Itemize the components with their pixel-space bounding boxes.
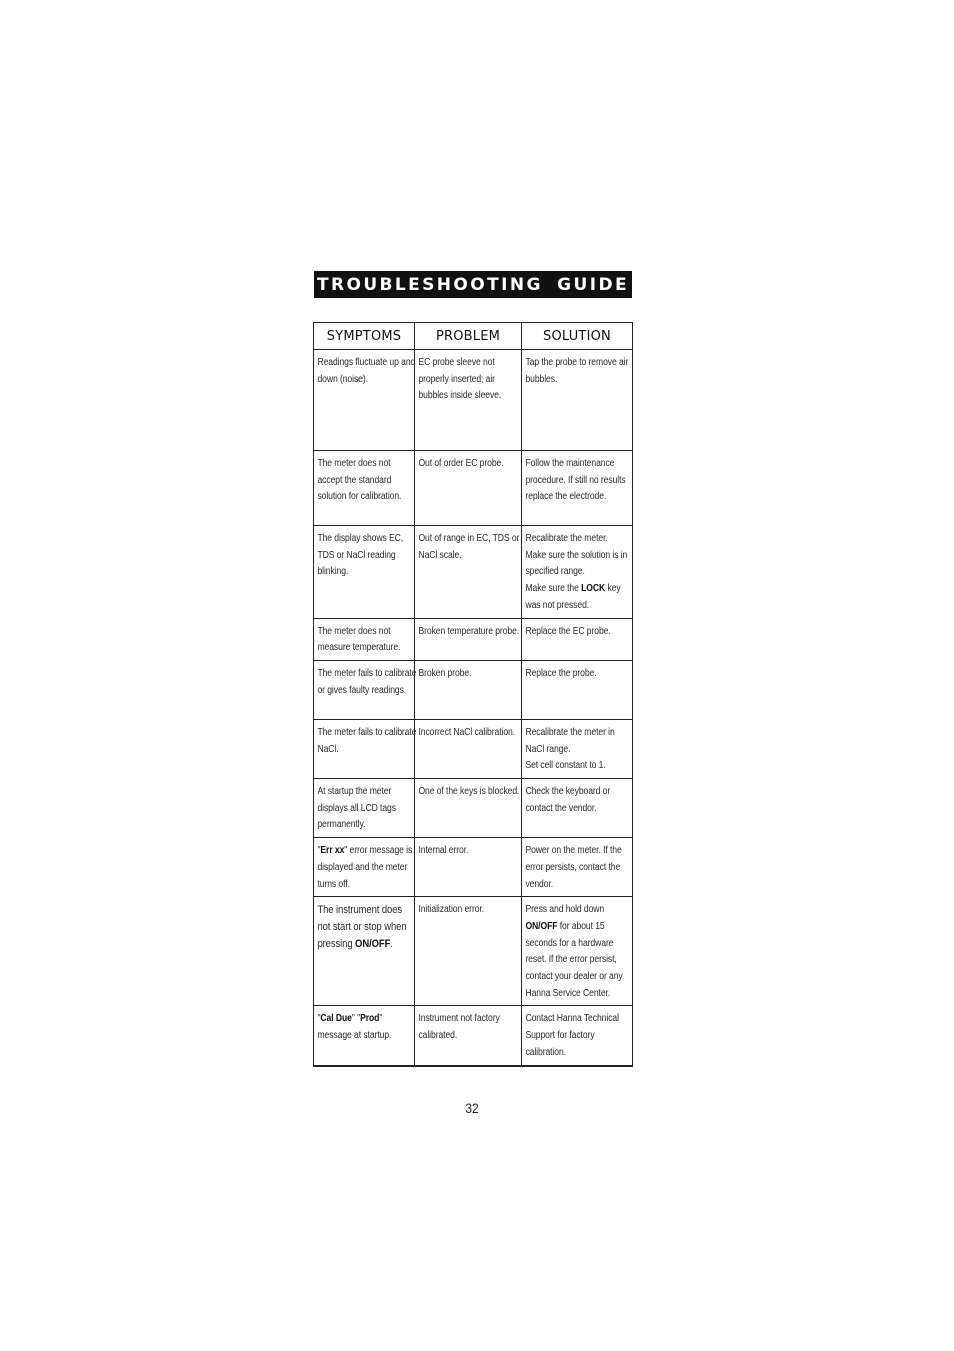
symptom-text: At startup the meter displays all LCD tags permanently. (317, 786, 396, 831)
page-title: TROUBLESHOOTING GUIDE (317, 274, 629, 295)
error-code-label: Err xx (320, 845, 345, 857)
symptom-fragment: " " (351, 1013, 361, 1025)
solution-text: Replace the EC probe. (525, 625, 611, 637)
problem-cell (415, 350, 522, 451)
column-header-symptoms: SYMPTOMS (314, 323, 415, 350)
prod-label: Prod (360, 1013, 380, 1025)
solution-fragment: Press and hold down (525, 904, 605, 916)
problem-cell (415, 1006, 522, 1066)
solution-text (522, 897, 639, 1005)
page-number: 32 (465, 1100, 479, 1116)
table-row (314, 897, 633, 1006)
symptom-fragment: . (390, 937, 393, 950)
symptom-cell (314, 660, 415, 719)
symptom-text (314, 1006, 421, 1047)
table-row (314, 350, 633, 451)
symptom-text: The display shows EC, TDS or NaCl reading blinking. (317, 533, 404, 578)
symptom-cell (314, 451, 415, 526)
table-row (314, 719, 633, 778)
solution-cell (522, 838, 633, 897)
solution-cell (522, 897, 633, 1006)
problem-cell (415, 719, 522, 778)
solution-cell (522, 618, 633, 660)
symptom-cell (314, 618, 415, 660)
table-row (314, 526, 633, 619)
problem-cell (415, 897, 522, 1006)
solution-line: Recalibrate the meter. (525, 533, 608, 544)
symptom-cell (314, 779, 415, 838)
table-header-row (314, 323, 633, 350)
problem-text: Initialization error. (418, 904, 485, 916)
solution-line (525, 581, 635, 614)
table-row (314, 451, 633, 526)
solution-text (522, 526, 639, 618)
table-row (314, 779, 633, 838)
table-row (314, 618, 633, 660)
symptom-cell (314, 897, 415, 1006)
problem-text: One of the keys is blocked. (418, 786, 520, 798)
solution-text: Power on the meter. If the error persists, contact the vendor. (525, 845, 622, 890)
solution-fragment: key was not pressed. (525, 583, 621, 611)
solution-cell (522, 526, 633, 619)
symptom-text: The meter does not accept the standard solution for calibration. (317, 458, 402, 503)
symptom-cell (314, 350, 415, 451)
symptom-text: The meter does not measure temperature. (317, 625, 401, 654)
solution-cell (522, 660, 633, 719)
solution-text: Check the keyboard or contact the vendor. (525, 786, 611, 814)
on-off-key-label: ON/OFF (525, 920, 558, 932)
problem-text: Out of range in EC, TDS or NaCl scale. (418, 533, 520, 561)
solution-cell (522, 350, 633, 451)
symptom-fragment: The instrument does not start or stop when pressing (317, 904, 407, 950)
problem-cell (415, 838, 522, 897)
symptom-text (314, 838, 421, 896)
solution-cell (522, 451, 633, 526)
column-header-solution: SOLUTION (522, 323, 633, 350)
troubleshooting-table (313, 322, 633, 1067)
solution-text: Replace the probe. (525, 667, 597, 679)
on-off-key-label: ON/OFF (355, 937, 391, 950)
solution-text (522, 720, 639, 778)
symptom-cell (314, 1006, 415, 1066)
symptom-cell (314, 838, 415, 897)
solution-line: Make sure the solution is in specified range. (525, 549, 628, 578)
problem-text: Incorrect NaCl calibration. (418, 726, 516, 738)
solution-cell (522, 1006, 633, 1066)
symptom-text (314, 897, 421, 955)
symptom-cell (314, 526, 415, 619)
symptom-text: Readings fluctuate up and down (noise). (317, 357, 416, 385)
symptom-fragment: " (317, 1013, 321, 1025)
lock-key-label: LOCK (581, 583, 606, 595)
problem-text: Instrument not factory calibrated. (418, 1013, 500, 1042)
symptom-fragment: " (317, 845, 321, 857)
problem-cell (415, 779, 522, 838)
problem-text: Broken temperature probe. (418, 625, 520, 637)
table-row (314, 1006, 633, 1066)
problem-cell (415, 451, 522, 526)
solution-fragment: Make sure the (525, 583, 582, 595)
symptom-text: The meter fails to calibrate NaCl. (317, 726, 417, 755)
symptom-cell (314, 719, 415, 778)
problem-text: Out of order EC probe. (418, 458, 504, 469)
table-row (314, 660, 633, 719)
cal-due-label: Cal Due (320, 1013, 352, 1025)
solution-text: Tap the probe to remove air bubbles. (525, 357, 629, 385)
symptom-fragment: " error message is displayed and the meter turns off. (317, 845, 413, 890)
solution-text: Contact Hanna Technical Support for factory calibration. (525, 1013, 619, 1058)
solution-line: Set cell constant to 1. (525, 760, 606, 772)
solution-text: Follow the maintenance procedure. If still no results replace the electrode. (525, 458, 626, 503)
solution-fragment: for about 15 seconds for a hardware reset. If the error persist, contact your dealer or any Hanna Service Center. (525, 920, 623, 999)
problem-text: Broken probe. (418, 667, 472, 679)
solution-cell (522, 719, 633, 778)
title-banner (314, 271, 632, 298)
solution-cell (522, 779, 633, 838)
table-row (314, 838, 633, 897)
problem-cell (415, 660, 522, 719)
problem-cell (415, 618, 522, 660)
symptom-text: The meter fails to calibrate or gives faulty readings. (317, 667, 417, 696)
problem-text: Internal error. (418, 845, 469, 857)
problem-cell (415, 526, 522, 619)
problem-text: EC probe sleeve not properly inserted; air bubbles inside sleeve. (418, 357, 502, 402)
symptom-fragment: " message at startup. (317, 1013, 392, 1042)
solution-line: Recalibrate the meter in NaCl range. (525, 726, 615, 755)
column-header-problem: PROBLEM (415, 323, 522, 350)
